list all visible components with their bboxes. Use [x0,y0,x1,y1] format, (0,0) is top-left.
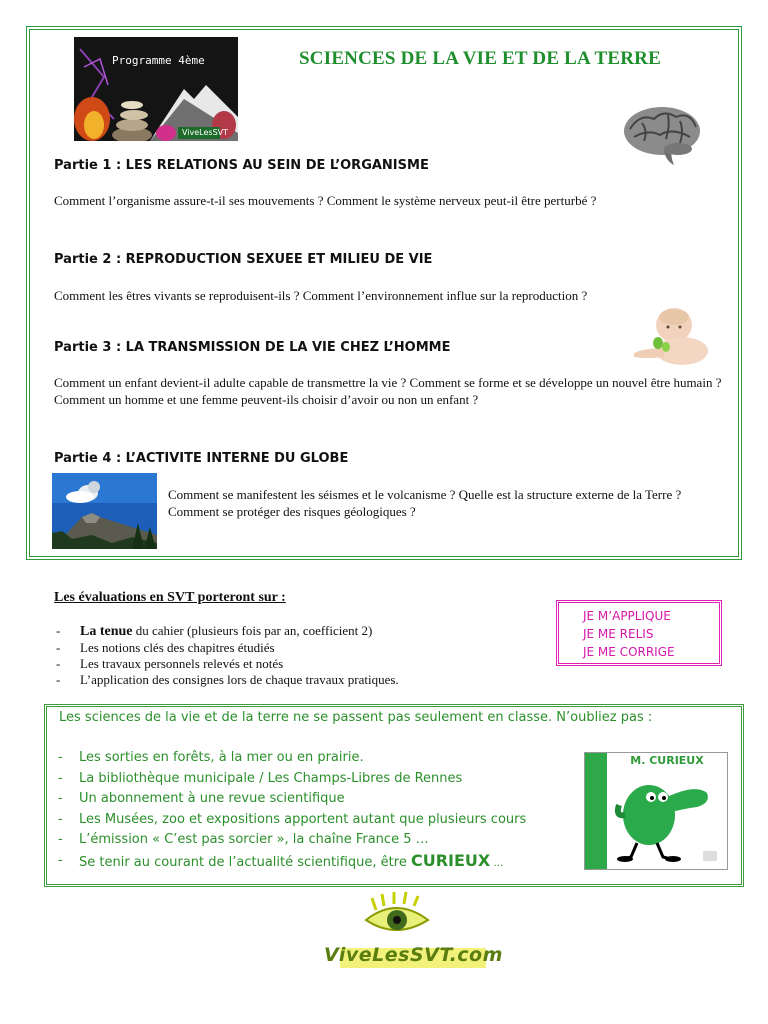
list-item: - Les notions clés des chapitres étudiés [56,640,275,655]
motto-line: JE M’APPLIQUE [583,609,671,623]
brain-image [620,101,706,167]
list-item: - L’application des consignes lors de chaque travaux pratiques. [56,672,399,687]
volcano-image [52,473,157,549]
list-item: - Se tenir au courant de l’actualité scientifique, être CURIEUX … [58,850,504,870]
mr-curieux-book-image [584,752,728,870]
logo-text: ViveLesSVT.com [324,944,503,966]
list-item: - La bibliothèque municipale / Les Champs-Libres de Rennes [58,770,463,786]
outside-intro: Les sciences de la vie et de la terre ne se passent pas seulement en classe. N’oubliez pas : [59,710,653,725]
program-banner-image [74,37,238,141]
list-item: - Les sorties en forêts, à la mer ou en prairie. [58,750,364,765]
evaluations-title: Les évaluations en SVT porteront sur : [54,590,286,605]
list-item: - L’émission « C’est pas sorcier », la chaîne France 5 … [58,832,429,847]
page-title: SCIENCES DE LA VIE ET DE LA TERRE [299,48,661,69]
book-title: M. CURIEUX [630,754,704,767]
banner-label: Programme 4ème [112,54,205,67]
outside-list [58,748,526,874]
motto-box [556,600,722,666]
part-1-text: Comment l’organisme assure-t-il ses mouvements ? Comment le système nerveux peut-il être perturbé ? [54,193,597,208]
motto-line: JE ME RELIS [583,627,654,641]
part-2-text: Comment les êtres vivants se reproduisent-ils ? Comment l’environnement influe sur la reproduction ? [54,288,588,303]
motto-line: JE ME CORRIGE [583,645,675,659]
list-item: - Les Musées, zoo et expositions apportent autant que plusieurs cours [58,811,527,827]
list-item: - Les travaux personnels relevés et notés [56,656,284,671]
list-item: - Un abonnement à une revue scientifique [58,791,345,806]
evaluations-list [56,623,526,688]
list-item: - La tenue du cahier (plusieurs fois par an, coefficient 2) [56,623,373,639]
part-4-text: Comment se manifestent les séismes et le volcanisme ? Quelle est la structure externe de la Terre ? Comment se protéger des risques géologiques ? [168,487,682,519]
part-3-text: Comment un enfant devient-il adulte capable de transmettre la vie ? Comment se forme et se développe un nouvel être humain ? Comment un homme et une femme peuvent-ils choisir d’avoir ou non un enfant ? [54,375,722,407]
part-3-heading: Partie 3 : LA TRANSMISSION DE LA VIE CHEZ L’HOMME [54,340,451,355]
vivelessvt-logo [318,890,503,976]
part-1-heading: Partie 1 : LES RELATIONS AU SEIN DE L’ORGANISME [54,158,429,173]
part-2-heading: Partie 2 : REPRODUCTION SEXUEE ET MILIEU DE VIE [54,252,433,267]
baby-image [628,305,718,369]
banner-logo: ViveLesSVT [182,128,229,137]
part-4-heading: Partie 4 : L’ACTIVITE INTERNE DU GLOBE [54,451,349,466]
